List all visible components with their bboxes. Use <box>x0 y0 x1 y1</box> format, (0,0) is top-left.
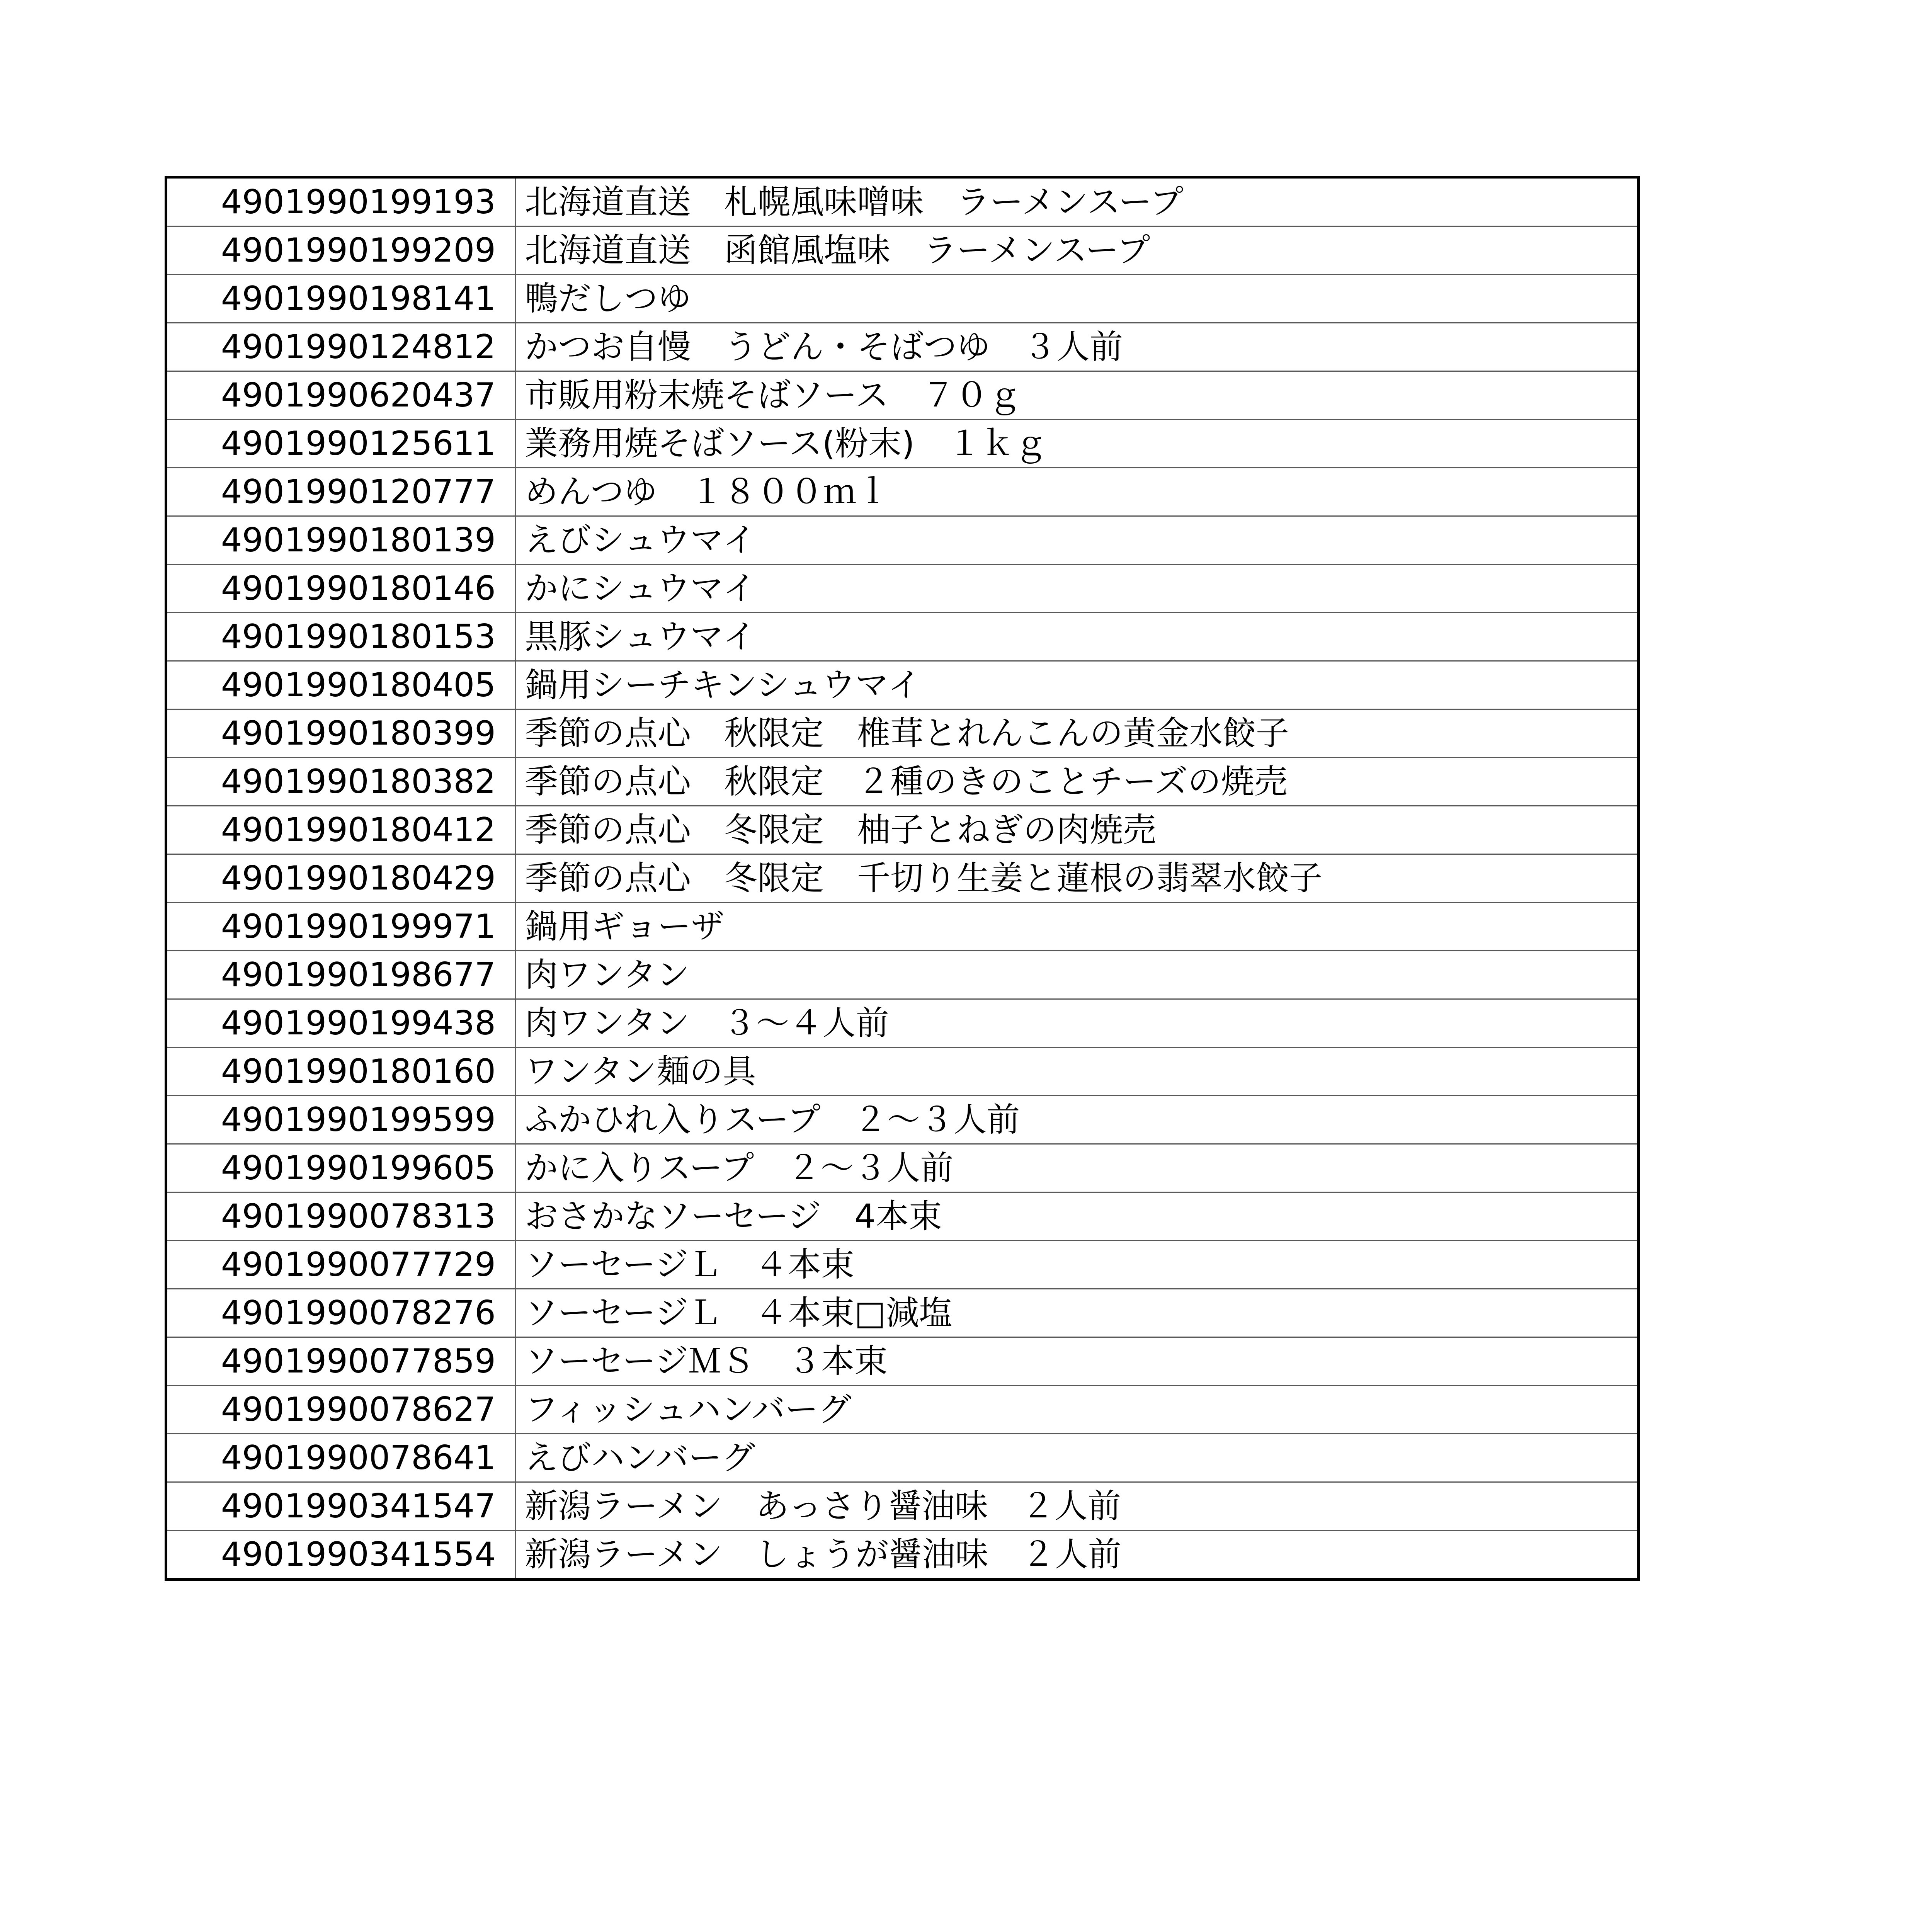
product-name-cell: めんつゆ １８００ｍｌ <box>516 468 1639 516</box>
table-row <box>166 177 1639 226</box>
product-name-cell: おさかなソーセージ 4本束 <box>516 1192 1639 1241</box>
product-name-cell: ワンタン麺の具 <box>516 1048 1639 1096</box>
product-name-cell: 季節の点心 冬限定 千切り生姜と蓮根の翡翠水餃子 <box>516 854 1639 903</box>
table-row <box>166 1241 1639 1289</box>
product-name-cell: 業務用焼そばソース(粉末) １ｋｇ <box>516 420 1639 468</box>
table-row <box>166 806 1639 854</box>
product-name-cell: かにシュウマイ <box>516 565 1639 613</box>
jan-code-cell: 4901990199193 <box>166 177 516 226</box>
product-name-cell: 新潟ラーメン しょうが醤油味 ２人前 <box>516 1531 1639 1580</box>
jan-code-cell: 4901990199605 <box>166 1144 516 1192</box>
jan-code-cell: 4901990180405 <box>166 661 516 709</box>
jan-code-cell: 4901990078313 <box>166 1192 516 1241</box>
jan-code-cell: 4901990077729 <box>166 1241 516 1289</box>
table-row <box>166 661 1639 709</box>
table-row <box>166 1096 1639 1144</box>
jan-code-cell: 4901990198677 <box>166 951 516 999</box>
product-name-cell: えびハンバーグ <box>516 1434 1639 1482</box>
jan-code-cell: 4901990180412 <box>166 806 516 854</box>
product-name-cell: ソーセージＬ ４本束 <box>516 1241 1639 1289</box>
table-row <box>166 420 1639 468</box>
product-name-cell: 鍋用シーチキンシュウマイ <box>516 661 1639 709</box>
jan-code-cell: 4901990341554 <box>166 1531 516 1580</box>
table-row <box>166 951 1639 999</box>
table-row <box>166 613 1639 661</box>
table-row <box>166 1337 1639 1386</box>
jan-code-cell: 4901990078276 <box>166 1289 516 1337</box>
table-row <box>166 903 1639 951</box>
table-row <box>166 1048 1639 1096</box>
product-name-cell: 季節の点心 秋限定 ２種のきのことチーズの焼売 <box>516 758 1639 806</box>
jan-code-cell: 4901990198141 <box>166 275 516 323</box>
product-name-cell: 市販用粉末焼そばソース ７０ｇ <box>516 371 1639 420</box>
table-row <box>166 1386 1639 1434</box>
jan-code-cell: 4901990180146 <box>166 565 516 613</box>
table-row <box>166 758 1639 806</box>
product-name-cell: ソーセージＬ ４本束□減塩 <box>516 1289 1639 1337</box>
table-row <box>166 516 1639 565</box>
jan-code-cell: 4901990199438 <box>166 999 516 1048</box>
product-name-cell: 黒豚シュウマイ <box>516 613 1639 661</box>
jan-code-cell: 4901990620437 <box>166 371 516 420</box>
table-row <box>166 565 1639 613</box>
jan-code-cell: 4901990120777 <box>166 468 516 516</box>
table-row <box>166 226 1639 275</box>
product-table <box>165 176 1640 1581</box>
jan-code-cell: 4901990199599 <box>166 1096 516 1144</box>
jan-code-cell: 4901990341547 <box>166 1482 516 1531</box>
product-table-body <box>166 177 1639 1580</box>
table-row <box>166 1144 1639 1192</box>
product-name-cell: 鴨だしつゆ <box>516 275 1639 323</box>
product-name-cell: 北海道直送 札幌風味噌味 ラーメンスープ <box>525 183 1184 221</box>
product-name-cell: 肉ワンタン ３～４人前 <box>516 999 1639 1048</box>
product-name-cell: ふかひれ入りスープ ２～３人前 <box>516 1096 1639 1144</box>
jan-code-cell: 4901990078641 <box>166 1434 516 1482</box>
product-name-cell: 季節の点心 秋限定 椎茸とれんこんの黄金水餃子 <box>516 709 1639 758</box>
table-row <box>166 1192 1639 1241</box>
product-name-cell: 北海道直送 函館風塩味 ラーメンスープ <box>516 226 1639 275</box>
jan-code-cell: 4901990077859 <box>166 1337 516 1386</box>
table-row <box>166 468 1639 516</box>
product-name-cell: えびシュウマイ <box>516 516 1639 565</box>
product-name-cell: ソーセージＭＳ ３本束 <box>516 1337 1639 1386</box>
jan-code-cell: 4901990199971 <box>166 903 516 951</box>
table-row <box>166 323 1639 371</box>
jan-code-cell: 4901990180139 <box>166 516 516 565</box>
jan-code-cell: 4901990078627 <box>166 1386 516 1434</box>
jan-code-cell: 4901990180153 <box>166 613 516 661</box>
jan-code-cell: 4901990180399 <box>166 709 516 758</box>
product-name-cell: かつお自慢 うどん・そばつゆ ３人前 <box>516 323 1639 371</box>
table-row <box>166 999 1639 1048</box>
product-name-cell: 季節の点心 冬限定 柚子とねぎの肉焼売 <box>516 806 1639 854</box>
table-row <box>166 1289 1639 1337</box>
table-row <box>166 1531 1639 1580</box>
product-name-cell: 鍋用ギョーザ <box>516 903 1639 951</box>
table-row <box>166 709 1639 758</box>
table-row <box>166 1434 1639 1482</box>
table-row <box>166 371 1639 420</box>
table-row <box>166 275 1639 323</box>
product-name-cell: フィッシュハンバーグ <box>516 1386 1639 1434</box>
table-row <box>166 854 1639 903</box>
jan-code-cell: 4901990180429 <box>166 854 516 903</box>
jan-code-cell: 4901990124812 <box>166 323 516 371</box>
jan-code-cell: 4901990125611 <box>166 420 516 468</box>
jan-code-cell: 4901990199209 <box>166 226 516 275</box>
jan-code-cell: 4901990180382 <box>166 758 516 806</box>
product-name-cell: かに入りスープ ２～３人前 <box>516 1144 1639 1192</box>
jan-code-cell: 4901990180160 <box>166 1048 516 1096</box>
table-row <box>166 1482 1639 1531</box>
product-name-cell: 新潟ラーメン あっさり醤油味 ２人前 <box>516 1482 1639 1531</box>
product-name-cell: 肉ワンタン <box>516 951 1639 999</box>
